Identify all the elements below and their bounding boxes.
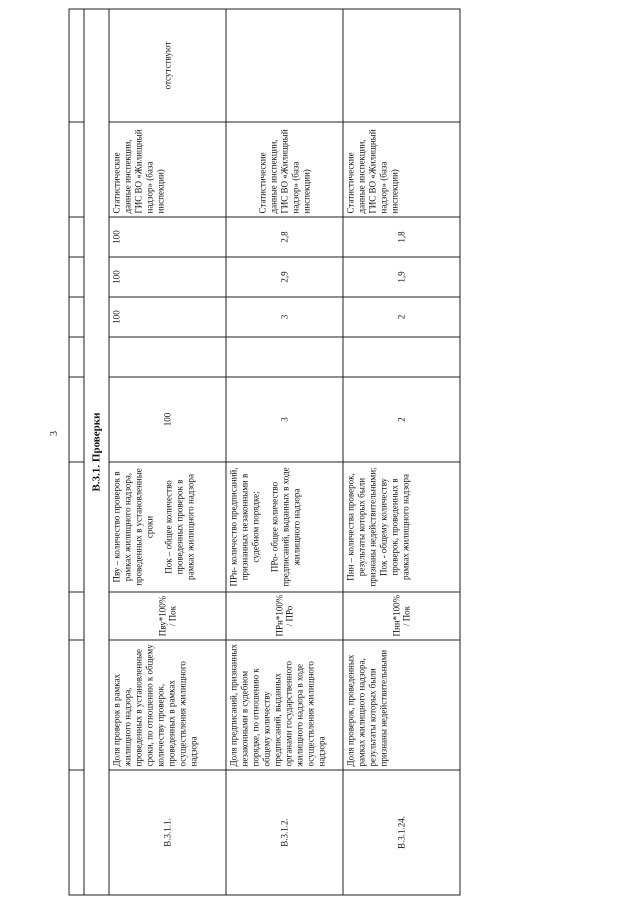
value-3: 2 (343, 297, 460, 337)
value-2 (109, 337, 226, 377)
indicator-definitions (343, 462, 460, 592)
data-source: Статистические данные инспекции, ГИС ВО «Жилищный надзор» (база инспекции) (343, 122, 460, 217)
indicator-code: В.3.1.1. (109, 770, 226, 895)
indicator-formula: Пнн*100% / Пок (343, 592, 460, 640)
value-5: 100 (109, 217, 226, 257)
definition-2: ПРо- общее количество предписаний, выданных в ходе жилищного надзора (269, 467, 302, 587)
table-row (109, 9, 226, 895)
indicator-formula: ПРн*100% / ПРо (226, 592, 343, 640)
section-title: В.3.1. Проверки (84, 9, 109, 895)
value-1: 100 (109, 377, 226, 462)
value-3: 3 (226, 297, 343, 337)
rotated-table-container (69, 10, 572, 896)
value-5: 2,8 (226, 217, 343, 257)
indicator-formula: Пву*100% / Пок (109, 592, 226, 640)
indicators-table (69, 9, 461, 896)
table-row (343, 9, 460, 895)
indicator-definitions (226, 462, 343, 592)
definition-1: Пву – количество проверок в рамках жилищного надзора, проведенных в установленные сроки (111, 468, 155, 586)
value-4: 1,9 (343, 257, 460, 297)
page-number: 3 (49, 431, 60, 436)
indicator-definitions (109, 462, 226, 592)
value-1: 3 (226, 377, 343, 462)
header-strip (69, 9, 84, 895)
definition-2: Пок – общее количество проведенных проверок в рамках жилищного надзора (163, 474, 196, 580)
value-4: 100 (109, 257, 226, 297)
value-2 (343, 337, 460, 377)
data-source: Статистические данные инспекции, ГИС ВО «Жилищный надзор» (база инспекции) (226, 122, 343, 217)
value-3: 100 (109, 297, 226, 337)
table-row (226, 9, 343, 895)
indicator-name: Доля проверок в рамках жилищного надзора, проведенных в установленные сроки, по отношению к общему количеству проверок, проведенных в рамках осуществления жилищного надзора (109, 640, 226, 770)
indicator-name: Доля проверок, проведенных рамках жилищного надзора, результаты которых были признаны недействительными (343, 640, 460, 770)
value-2 (226, 337, 343, 377)
value-4: 2,9 (226, 257, 343, 297)
definition-1: Пнн – количества проверок, результаты которых были признаны недействительными; Пок - общему количеству проверок, проведенных в рамках жилищного надзора (345, 467, 411, 587)
note (343, 9, 460, 122)
section-row (84, 9, 109, 895)
indicator-code: В.3.1.24. (343, 770, 460, 895)
value-5: 1,8 (343, 217, 460, 257)
indicator-name: Доля предписаний, признанных незаконными в судебном порядке, по отношению к общему количеству предписаний, выданных органами государственного жилищного надзора в ходе осуществления жилищного надзора (226, 640, 343, 770)
note: отсутствуют (109, 9, 226, 122)
note (226, 9, 343, 122)
indicator-code: В.3.1.2. (226, 770, 343, 895)
definition-1: ПРн- количество предписаний, признанных незаконными в судебном порядке; (228, 467, 261, 587)
data-source: Статистические данные инспекции, ГИС ВО «Жилищный надзор» (база инспекции) (109, 122, 226, 217)
value-1: 2 (343, 377, 460, 462)
